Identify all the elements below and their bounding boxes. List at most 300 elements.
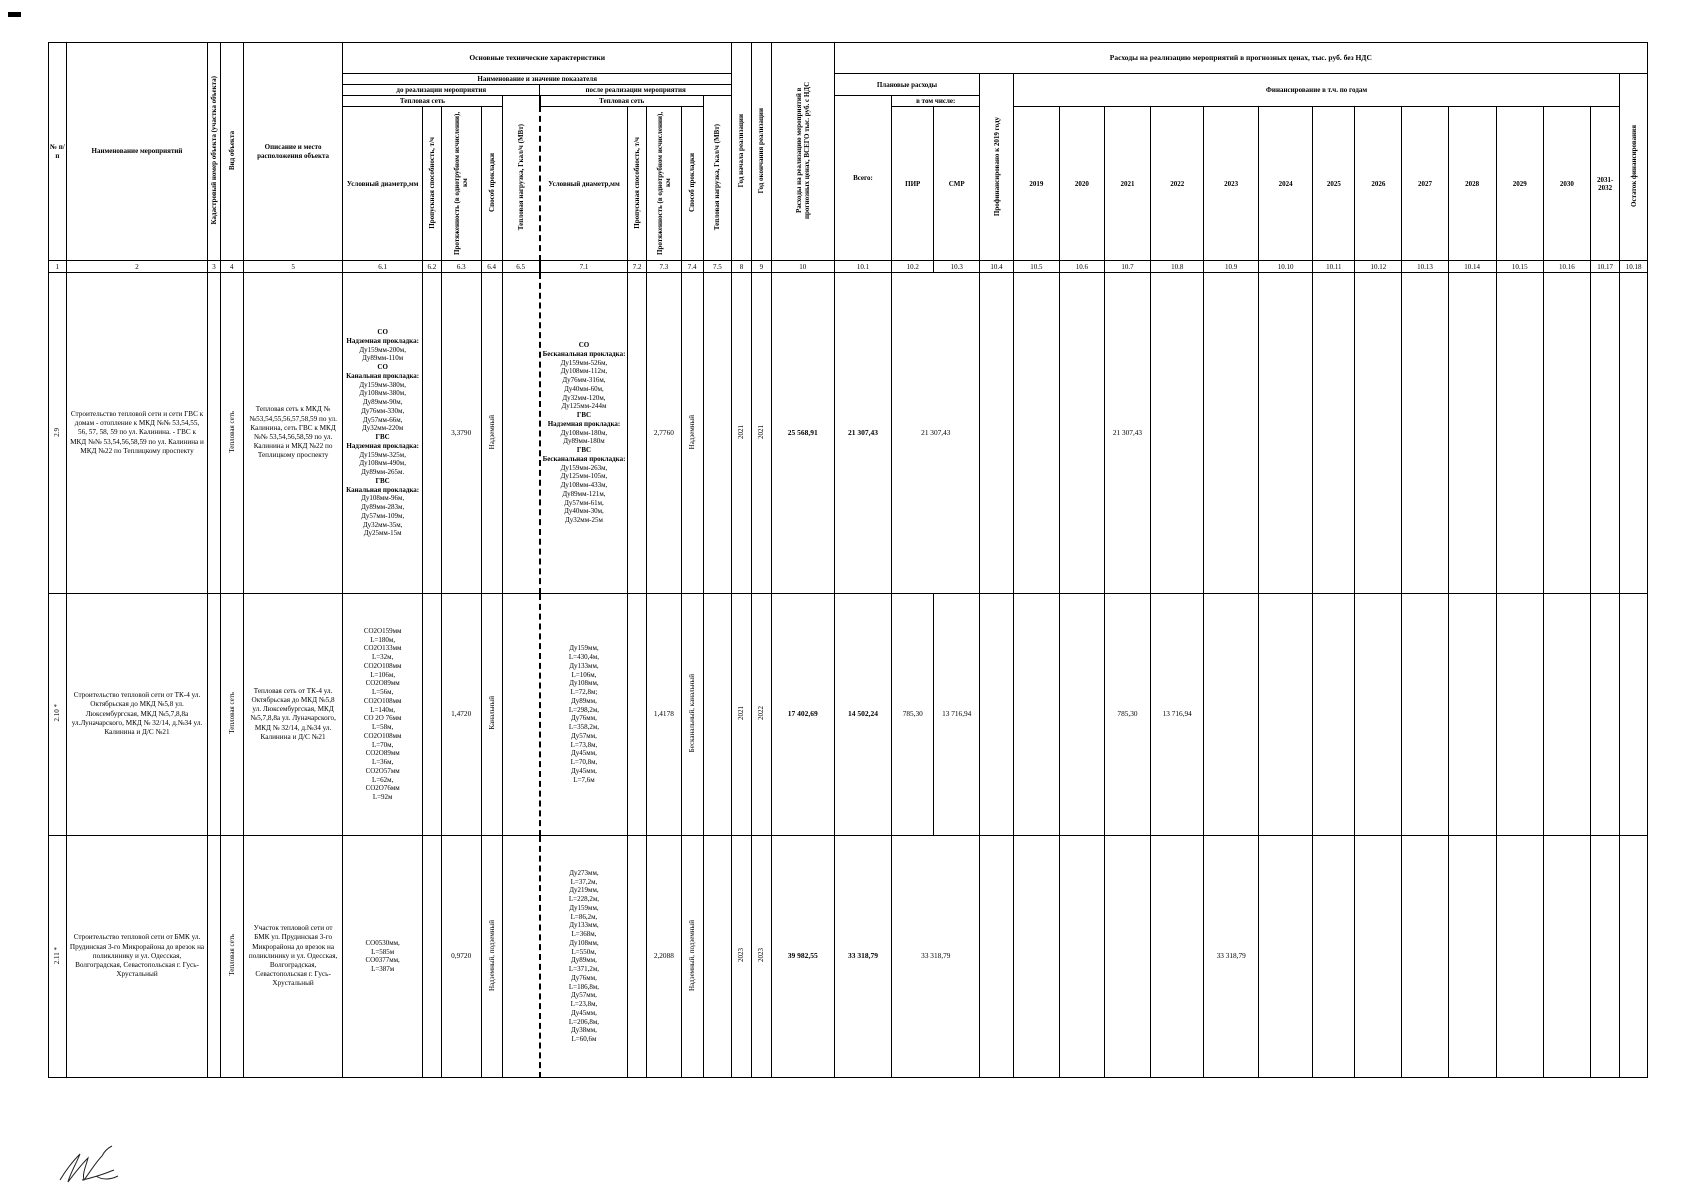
spec-line: Ду57мм, <box>571 731 597 740</box>
row-y2025 <box>1313 273 1355 593</box>
row-name <box>66 273 207 593</box>
row-desc-text: Участок тепловой сети от БМК ул. Прудинская 3-го Микрорайона до врезок на поликлинику и ул. Одесская, Волгоградская, Севастопольская г. Гусь-Хрустальный <box>248 924 338 988</box>
spec-line: ГВС <box>576 446 592 455</box>
spec-line: Ду159мм-263м, <box>560 463 608 472</box>
row-pir <box>892 593 934 835</box>
column-number-cell: 1 <box>49 261 67 273</box>
spec-line: L=23,8м, <box>570 1000 598 1009</box>
row-y2021-text: 21 307,43 <box>1112 427 1143 437</box>
row-laying-before-text: Надземный, подземный <box>487 919 496 991</box>
spec-line: Ду89мм-121м, <box>562 489 606 498</box>
header-year-2022: 2022 <box>1151 107 1204 261</box>
header-year-2031-2032: 2031-2032 <box>1590 107 1619 261</box>
row-length-before-text: 1,4720 <box>451 709 472 718</box>
spec-line: СО2О57мм <box>365 766 400 775</box>
row-year-start-text: 2021 <box>737 424 746 439</box>
spec-line: Ду108мм, <box>569 679 599 688</box>
spec-line: Ду45мм, <box>571 749 597 758</box>
row-y2029 <box>1496 593 1543 835</box>
spec-line: Ду40мм-60м, <box>564 384 604 393</box>
column-number-cell: 10.1 <box>834 261 892 273</box>
header-year-2028: 2028 <box>1448 107 1496 261</box>
header-year-end: Год окончания реализации <box>751 43 771 261</box>
header-expenses: Расходы на реализацию мероприятий в прогнозных ценах, тыс. руб. без НДС <box>834 43 1647 74</box>
spec-line: L=368м, <box>571 930 597 939</box>
spec-line: Надземная прокладка: <box>346 441 419 450</box>
header-heat-net-after: Тепловая сеть <box>540 96 703 107</box>
row-y2019 <box>1013 593 1059 835</box>
spec-line: Ду159мм-526м, <box>560 358 608 367</box>
spec-line: Ду108мм-112м, <box>560 367 608 376</box>
row-y2028 <box>1448 835 1496 1077</box>
spec-line: Ду32мм-120м, <box>562 393 606 402</box>
spec-line: L=550м, <box>571 947 597 956</box>
row-year-end <box>751 593 771 835</box>
column-number-cell: 10.8 <box>1151 261 1204 273</box>
column-number-cell: 10 <box>771 261 834 273</box>
spec-line: СО2О108мм <box>363 731 402 740</box>
row-y2021 <box>1104 835 1150 1077</box>
spec-line: L=70м, <box>371 740 394 749</box>
row-cost-total-text: 25 568,91 <box>787 427 818 437</box>
row-load-before <box>502 273 540 593</box>
row-capacity-after <box>628 835 647 1077</box>
row-y2031 <box>1590 273 1619 593</box>
row-y2031 <box>1590 593 1619 835</box>
header-diameter-before: Условный диаметр,мм <box>343 107 423 261</box>
spec-line: Ду32мм-35м, <box>362 520 403 529</box>
row-total-text: 21 307,43 <box>847 427 878 437</box>
spec-line: Ду108мм, <box>569 938 599 947</box>
row-laying-after-text: Бесканальный, канальный <box>688 674 697 753</box>
spec-line: Ду89мм, <box>571 956 597 965</box>
spec-line: L=32м, <box>371 653 394 662</box>
row-y2027 <box>1402 835 1448 1077</box>
header-prefinanced: Профинансировано к 2019 году <box>980 74 1014 261</box>
row-remainder <box>1620 273 1648 593</box>
row-load-after <box>703 593 731 835</box>
header-capacity-before: Пропускная способность, т/ч <box>422 107 441 261</box>
row-y2020 <box>1059 835 1104 1077</box>
row-y2023 <box>1204 273 1258 593</box>
spec-line: Ду159мм-200м, <box>359 345 406 354</box>
column-number-cell: 10.15 <box>1496 261 1543 273</box>
spec-line: СО2О108мм <box>363 696 402 705</box>
spec-line: Ду32мм-25м <box>565 516 603 525</box>
spec-line: Ду219мм, <box>569 886 599 895</box>
row-cost-total <box>771 835 834 1077</box>
spec-line: Бесканальная прокладка: <box>542 349 626 358</box>
spec-list-after <box>541 644 628 784</box>
row-cost-total-text: 17 402,69 <box>787 708 818 718</box>
row-length-before <box>441 835 481 1077</box>
investment-program-table <box>48 42 1648 1078</box>
row-desc <box>243 835 343 1077</box>
spec-line: Надземная прокладка: <box>547 419 621 428</box>
row-cadastral <box>208 835 221 1077</box>
row-laying-before <box>481 835 502 1077</box>
header-load-after: Тепловая нагрузка, Гкал/ч (МВт) <box>703 96 731 261</box>
header-num: № п/п <box>49 43 67 261</box>
row-laying-after <box>681 593 703 835</box>
row-prefinanced <box>980 835 1014 1077</box>
row-total <box>834 273 892 593</box>
row-y2019 <box>1013 273 1059 593</box>
row-length-after <box>647 835 682 1077</box>
row-year-end-text: 2023 <box>757 948 766 963</box>
row-load-before <box>502 593 540 835</box>
row-cadastral <box>208 593 221 835</box>
spec-line: Ду159мм-325м, <box>359 450 406 459</box>
column-number-cell: 10.16 <box>1543 261 1590 273</box>
column-number-cell: 10.2 <box>892 261 934 273</box>
row-capacity-before <box>422 593 441 835</box>
spec-line: СО <box>377 363 388 372</box>
row-pir-text: 785,30 <box>902 709 923 718</box>
spec-line: L=430,4м, <box>568 653 600 662</box>
column-number-cell: 7.4 <box>681 261 703 273</box>
spec-line: L=358,2м, <box>568 723 600 732</box>
spec-line: Надземная прокладка: <box>346 336 419 345</box>
row-laying-before-text: Канальный <box>487 696 496 730</box>
row-laying-after-text: Надземный, подземный <box>688 919 697 991</box>
column-number-cell: 6.3 <box>441 261 481 273</box>
row-y2024 <box>1258 835 1312 1077</box>
row-remainder <box>1620 835 1648 1077</box>
spec-line: ГВС <box>375 476 390 485</box>
spec-line: Ду89мм-180м <box>563 437 605 446</box>
row-cost-total <box>771 273 834 593</box>
spec-line: Ду159мм-380м, <box>359 380 406 389</box>
spec-line: Ду57мм, <box>571 991 597 1000</box>
row-name <box>66 593 207 835</box>
column-number-cell: 10.6 <box>1059 261 1104 273</box>
column-number-row <box>49 261 1648 273</box>
header-heat-net-before: Тепловая сеть <box>343 96 502 107</box>
row-number <box>49 593 67 835</box>
spec-line: СО0377мм, <box>365 956 400 965</box>
row-year-end-text: 2021 <box>757 424 766 439</box>
spec-line: Ду45мм, <box>571 766 597 775</box>
row-pir-smr-text: 33 318,79 <box>921 951 951 961</box>
row-y2028 <box>1448 593 1496 835</box>
spec-line: Ду38мм, <box>571 1026 597 1035</box>
header-remainder: Остаток финансирования <box>1620 74 1648 261</box>
row-name-text: Строительство тепловой сети и сети ГВС к домам - отопление к МКД №№ 53,54,55, 56, 57, 58, 59 по ул. Калинина. - ГВС к МКД №№ 53,54,56,58,59 по ул. Калинина и МКД №22 по Теплицкому проспекту <box>70 409 204 455</box>
row-capacity-after <box>628 273 647 593</box>
spec-line: L=56м, <box>371 688 394 697</box>
row-number <box>49 273 67 593</box>
spec-line: Ду76мм, <box>571 973 597 982</box>
row-y2028 <box>1448 273 1496 593</box>
column-number-cell: 6.5 <box>502 261 540 273</box>
spec-line: L=73,8м, <box>570 740 598 749</box>
spec-line: Ду108мм-490м, <box>359 459 406 468</box>
header-year-2025: 2025 <box>1313 107 1355 261</box>
row-type <box>220 593 243 835</box>
row-type <box>220 273 243 593</box>
spec-line: Ду45мм, <box>571 1008 597 1017</box>
spec-line: Ду76мм, <box>571 714 597 723</box>
row-y2023 <box>1204 835 1258 1077</box>
row-total <box>834 835 892 1077</box>
spec-line: СО <box>578 341 590 350</box>
header-total: Всего: <box>834 96 892 261</box>
row-laying-before-text: Надземный <box>487 414 496 450</box>
spec-line: ГВС <box>576 411 592 420</box>
row-y2021 <box>1104 273 1150 593</box>
column-number-cell: 10.12 <box>1355 261 1402 273</box>
row-y2023-text: 33 318,79 <box>1216 951 1246 961</box>
row-type-text: Тепловая сеть <box>227 934 236 977</box>
column-number-cell: 3 <box>208 261 221 273</box>
header-pir: ПИР <box>892 107 934 261</box>
spec-line: Ду89мм-90м, <box>362 398 403 407</box>
row-y2023 <box>1204 593 1258 835</box>
header-year-2021: 2021 <box>1104 107 1150 261</box>
spec-line: Ду57мм-109м, <box>361 511 405 520</box>
row-type-text: Тепловая сеть <box>227 692 236 735</box>
header-cost-total: Расходы на реализацию мероприятий в прогнозных ценах, ВСЕГО тыс. руб. с НДС <box>771 43 834 261</box>
table-row <box>49 273 1648 593</box>
row-length-after-text: 2,2088 <box>653 951 674 961</box>
spec-line: Ду89мм-283м, <box>361 503 405 512</box>
spec-line: L=106м, <box>370 670 396 679</box>
column-number-cell: 10.11 <box>1313 261 1355 273</box>
spec-line: L=72,8м; <box>570 688 598 697</box>
spec-line: Ду32мм-220м <box>361 424 404 433</box>
spec-line: L=186,8м, <box>568 982 600 991</box>
row-y2030 <box>1543 273 1590 593</box>
header-laying-before: Способ прокладки <box>481 107 502 261</box>
column-number-cell: 10.10 <box>1258 261 1312 273</box>
row-y2025 <box>1313 835 1355 1077</box>
spec-list-before <box>343 328 422 538</box>
spec-line: Ду125мм-244м <box>561 402 607 411</box>
row-load-after <box>703 835 731 1077</box>
header-year-2026: 2026 <box>1355 107 1402 261</box>
row-capacity-after <box>628 593 647 835</box>
row-load-after <box>703 273 731 593</box>
spec-list-before <box>343 939 422 974</box>
row-laying-after <box>681 273 703 593</box>
spec-line: L=228,2м, <box>568 895 600 904</box>
row-diameter-after <box>540 835 628 1077</box>
row-year-start-text: 2021 <box>737 706 746 721</box>
spec-line: Ду40мм-30м, <box>564 507 604 516</box>
spec-line: СО0530мм, <box>365 938 400 947</box>
spec-line: L=106м, <box>571 670 597 679</box>
header-incl: в том числе: <box>892 96 980 107</box>
spec-line: Ду25мм-15м <box>363 529 402 538</box>
row-diameter-before <box>343 835 423 1077</box>
row-laying-before <box>481 593 502 835</box>
row-total-text: 33 318,79 <box>847 951 878 960</box>
spec-line: L=140м, <box>370 705 396 714</box>
row-y2021-text: 785,30 <box>1117 709 1138 718</box>
row-length-after-text: 1,4178 <box>653 709 674 718</box>
spec-line: Ду57мм-66м, <box>362 415 403 424</box>
row-pir-smr <box>892 835 980 1077</box>
spec-line: L=180м, <box>370 635 396 644</box>
row-diameter-after <box>540 593 628 835</box>
row-y2026 <box>1355 273 1402 593</box>
header-year-2027: 2027 <box>1402 107 1448 261</box>
row-pir-smr <box>892 273 980 593</box>
row-prefinanced <box>980 273 1014 593</box>
column-number-cell: 10.13 <box>1402 261 1448 273</box>
row-year-end <box>751 273 771 593</box>
spec-line: Канальная прокладка: <box>346 485 420 494</box>
column-number-cell: 10.5 <box>1013 261 1059 273</box>
spec-line: L=298,2м, <box>568 705 600 714</box>
row-diameter-before <box>343 273 423 593</box>
row-type <box>220 835 243 1077</box>
header-financing-years: Финансирование в т.ч. по годам <box>1013 74 1620 107</box>
column-number-cell: 10.3 <box>934 261 980 273</box>
row-pir-smr-text: 21 307,43 <box>921 427 951 437</box>
row-y2020 <box>1059 273 1104 593</box>
row-number <box>49 835 67 1077</box>
row-year-end <box>751 835 771 1077</box>
header-year-start: Год начала реализации <box>732 43 752 261</box>
header-before: до реализации мероприятия <box>343 85 540 96</box>
row-name-text: Строительство тепловой сети от БМК ул. Прудинская 3-го Микрорайона до врезок на поликлинику и ул. Одесская, Волгоградская, Севастопольская г. Гусь-Хрустальный <box>69 933 205 979</box>
spec-line: Ду108мм-180м, <box>560 428 608 437</box>
row-smr-text: 13 716,94 <box>942 709 972 718</box>
row-y2026 <box>1355 593 1402 835</box>
spec-line: L=60,6м <box>571 1035 597 1044</box>
spec-line: L=58м, <box>371 723 394 732</box>
table-row <box>49 593 1648 835</box>
row-name <box>66 835 207 1077</box>
row-y2019 <box>1013 835 1059 1077</box>
row-laying-after-text: Надземный <box>688 414 697 450</box>
spec-line: Ду76мм-330м, <box>361 406 405 415</box>
spec-line: СО2О89мм <box>365 679 400 688</box>
row-y2026 <box>1355 835 1402 1077</box>
row-length-after <box>647 273 682 593</box>
column-number-cell: 8 <box>732 261 752 273</box>
spec-line: Ду273мм, <box>569 868 599 877</box>
column-number-cell: 10.14 <box>1448 261 1496 273</box>
row-y2030 <box>1543 593 1590 835</box>
row-type-text: Тепловая сеть <box>227 411 236 453</box>
row-laying-before <box>481 273 502 593</box>
header-length-before: Протяженность (в однотрубном исчислении), км <box>441 107 481 261</box>
row-length-after <box>647 593 682 835</box>
spec-line: Канальная прокладка: <box>346 371 420 380</box>
row-y2027 <box>1402 273 1448 593</box>
header-capacity-after: Пропускная способность, т/ч <box>628 107 647 261</box>
row-diameter-after <box>540 273 628 593</box>
row-y2024 <box>1258 593 1312 835</box>
row-cost-total-text: 39 982,55 <box>787 951 818 960</box>
spec-line: Ду125мм-105м, <box>560 472 608 481</box>
row-y2022 <box>1151 273 1204 593</box>
header-main-tech: Основные технические характеристики <box>343 43 732 74</box>
handwritten-signature <box>52 1140 142 1190</box>
row-capacity-before <box>422 273 441 593</box>
spec-list-before <box>343 627 422 802</box>
row-capacity-before <box>422 835 441 1077</box>
spec-line: Ду133мм, <box>569 661 599 670</box>
header-cadastral: Кадастровый номер объекта (участка объекта) <box>208 43 221 261</box>
row-number-text: 2.11 * <box>53 946 62 964</box>
spec-line: Ду57мм-61м, <box>564 498 604 507</box>
row-y2029 <box>1496 273 1543 593</box>
row-year-start <box>732 593 752 835</box>
spec-line: Ду89мм-265м. <box>361 468 405 477</box>
row-length-before-text: 3,3790 <box>451 427 472 437</box>
header-name: Наименование мероприятий <box>66 43 207 261</box>
spec-line: L=92м <box>372 793 393 802</box>
row-year-start <box>732 273 752 593</box>
header-year-2023: 2023 <box>1204 107 1258 261</box>
column-number-cell: 10.18 <box>1620 261 1648 273</box>
spec-line: ГВС <box>375 433 390 442</box>
spec-line: Ду159мм, <box>569 903 599 912</box>
column-number-cell: 10.17 <box>1590 261 1619 273</box>
column-number-cell: 6.1 <box>343 261 423 273</box>
row-desc <box>243 273 343 593</box>
header-year-2030: 2030 <box>1543 107 1590 261</box>
spec-line: L=585м <box>371 947 395 956</box>
spec-line: СО <box>377 328 388 337</box>
row-number-text: 2.10 * <box>53 704 62 722</box>
row-y2024 <box>1258 273 1312 593</box>
column-number-cell: 9 <box>751 261 771 273</box>
row-total <box>834 593 892 835</box>
row-desc <box>243 593 343 835</box>
table-row <box>49 835 1648 1077</box>
spec-line: L=86,2м, <box>570 912 598 921</box>
row-y2031 <box>1590 835 1619 1077</box>
column-number-cell: 10.9 <box>1204 261 1258 273</box>
spec-line: СО2О108мм <box>363 661 402 670</box>
header-desc: Описание и место расположения объекта <box>243 43 343 261</box>
spec-line: L=7,6м <box>573 775 595 784</box>
header-planned: Плановые расходы <box>834 74 980 96</box>
row-load-before <box>502 835 540 1077</box>
column-number-cell: 6.4 <box>481 261 502 273</box>
row-laying-after <box>681 835 703 1077</box>
row-y2027 <box>1402 593 1448 835</box>
row-y2020 <box>1059 593 1104 835</box>
row-year-start-text: 2023 <box>737 948 746 963</box>
row-y2030 <box>1543 835 1590 1077</box>
header-year-2020: 2020 <box>1059 107 1104 261</box>
column-number-cell: 7.1 <box>540 261 628 273</box>
row-y2022 <box>1151 593 1204 835</box>
spec-line: Ду108мм-433м, <box>560 481 608 490</box>
row-length-before-text: 0,9720 <box>451 951 472 961</box>
row-smr <box>934 593 980 835</box>
spec-list-after <box>541 341 628 525</box>
header-load-before: Тепловая нагрузка, Гкал/ч (МВт) <box>502 96 540 261</box>
row-length-after-text: 2,7760 <box>653 427 674 437</box>
spec-line: L=37,2м, <box>570 877 598 886</box>
row-total-text: 14 502,24 <box>847 708 878 718</box>
row-desc-text: Тепловая сеть от ТК-4 ул. Октябрьская до МКД №5,8 ул. Люксембургская, МКД №5,7,8,8а ул. Луначарского, МКД № 32/14, д.№34 ул. Калинина и Д/С №21 <box>250 686 336 741</box>
spec-line: СО2О159мм <box>363 626 402 635</box>
column-number-cell: 7.5 <box>703 261 731 273</box>
spec-line: Ду133мм, <box>569 921 599 930</box>
header-laying-after: Способ прокладки <box>681 107 703 261</box>
spec-line: L=36м, <box>371 758 394 767</box>
spec-line: Ду159мм, <box>569 644 599 653</box>
header-smr: СМР <box>934 107 980 261</box>
